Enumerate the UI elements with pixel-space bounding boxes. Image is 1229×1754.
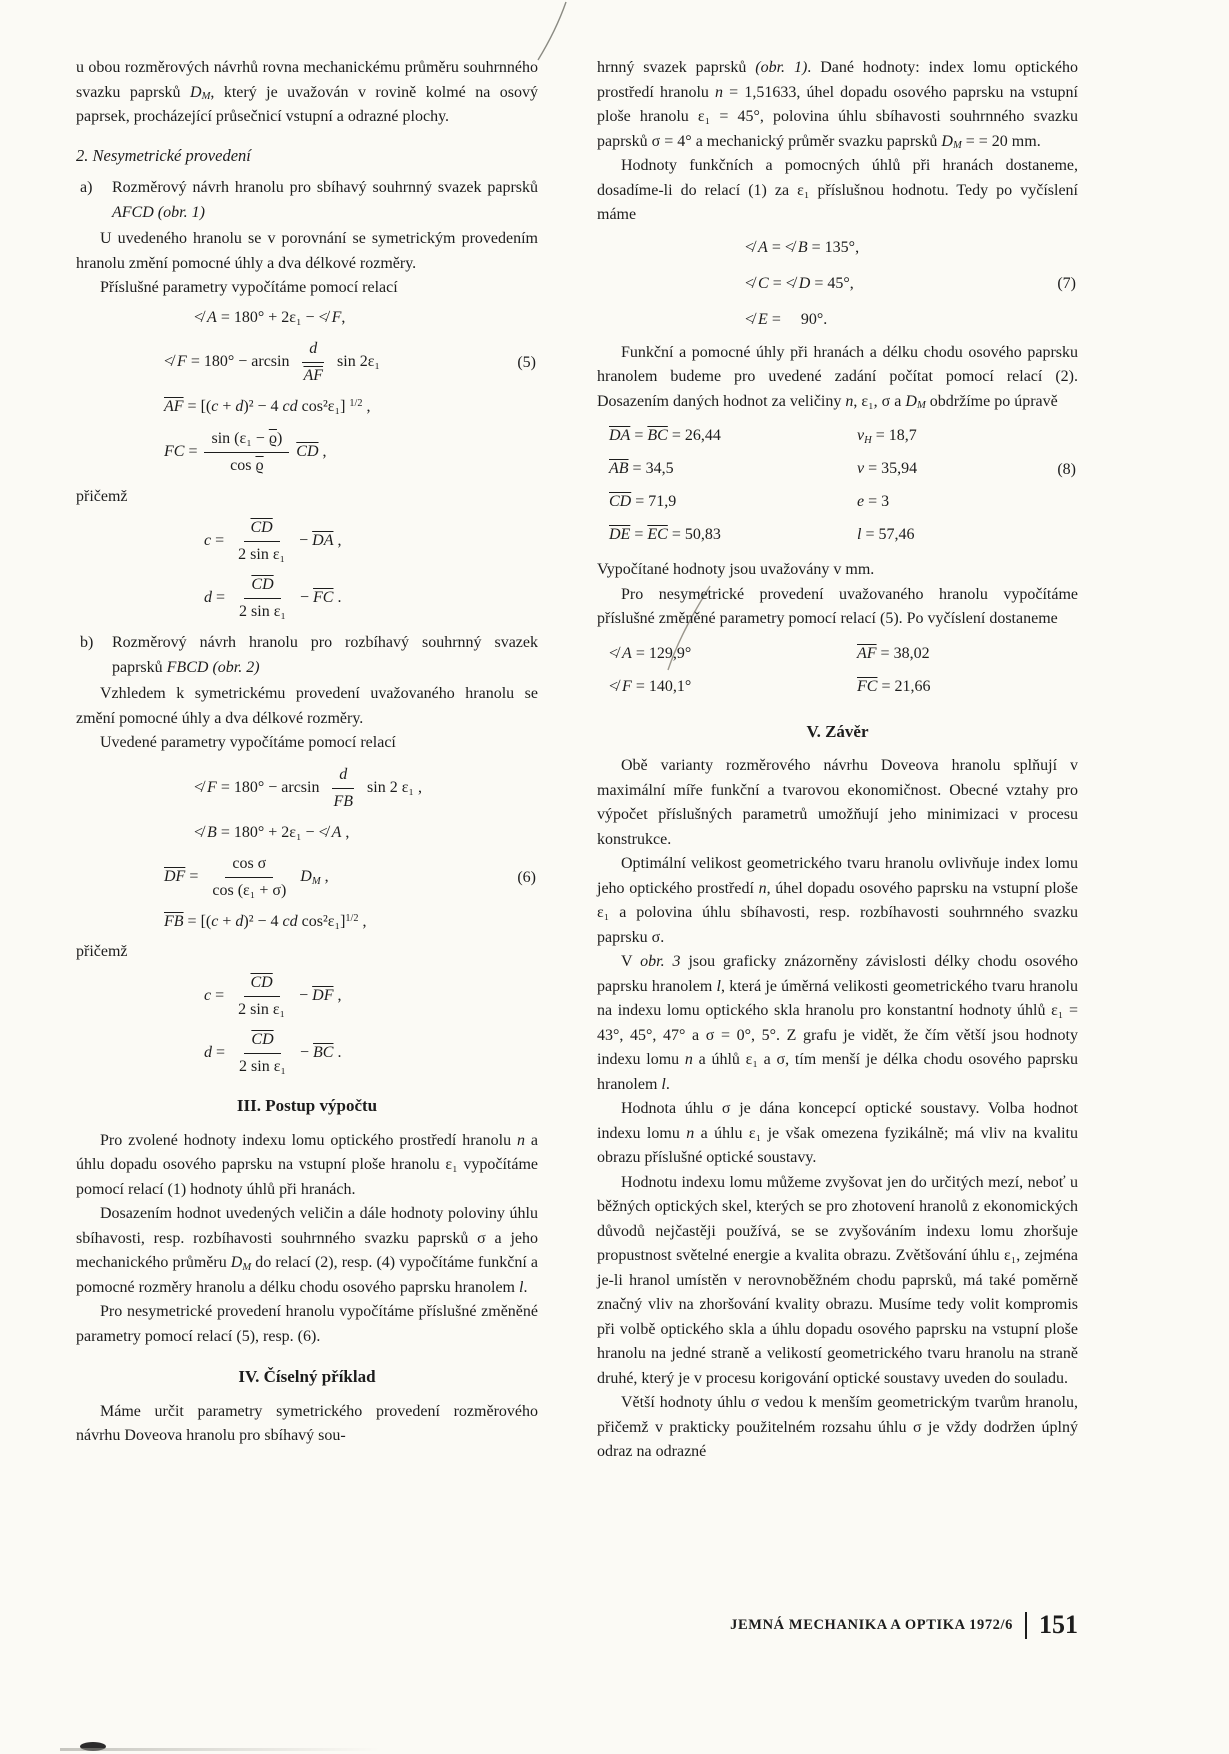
equation-text: ≮ A = ≮ B = 135°,: [745, 238, 860, 256]
equation-lhs: c =: [204, 987, 225, 1005]
paragraph: Vypočítané hodnoty jsou uvažovány v mm.: [597, 561, 875, 578]
equation-d1: [76, 574, 538, 623]
value-cell: e = 3: [857, 493, 890, 511]
fraction: [232, 1029, 293, 1078]
paragraph: Větší hodnoty úhlu σ vedou k menším geometrickým tvarům hranolu, přičemž v prakticky použitelném rozsahu úhlu σ je vždy dodržen úplný odraz na odrazné: [597, 1394, 1078, 1460]
paragraph: Pro nesymetrické provedení uvažovaného hranolu vypočítáme příslušné změněné parametry pomocí relací (5). Po vyčíslení dostaneme: [597, 585, 1078, 627]
fraction: [205, 853, 293, 902]
equation-lhs: ≮ F = 180° − arcsin: [164, 353, 290, 371]
equation-rhs: − $\overline{DA}$ ,: [299, 532, 342, 550]
equation-number-6: (6): [517, 868, 536, 886]
equation-angle-f: [76, 338, 538, 387]
fraction-numerator: $\overline{CD}$: [244, 574, 280, 599]
equation-rhs: − $\overline{DF}$ ,: [299, 987, 342, 1005]
equation-text: $\overline{FB} = [(c + d)^2 - 4$ cd cos²ε₁]$^{1/2}$ ,: [164, 912, 367, 930]
list-marker-a: a): [80, 179, 93, 196]
paragraph: V obr. 3 jsou graficky znázorněny závislosti délky chodu osového paprsku hranolem l, která je úměrná velikosti geometrického tvaru hranolu na indexu lomu optického skla hranolu pro konstantní hodnoty úhlů ε₁ = 43°, 45°, 47° a σ = 0°, 5°. Z grafu je vidět, že čím větší jsou hodnoty indexu lomu n a úhlů ε₁ a σ, tím menší je délka chodu osového paprsku hranolem l.: [597, 953, 1079, 1093]
equation-angle-a: [76, 306, 538, 331]
section-heading-priklad: IV. Číselný příklad: [238, 1367, 376, 1386]
equation-text: ≮ E = 90°.: [745, 310, 828, 328]
paragraph: Vzhledem k symetrickému provedení uvažovaného hranolu se změní pomocné úhly a dva délkové rozměry.: [76, 685, 538, 727]
connector-word: přičemž: [76, 487, 128, 505]
paragraph: U uvedeného hranolu se v porovnání se symetrickým provedením hranolu změní pomocné úhly a dva délkové rozměry.: [76, 230, 538, 272]
equation-rhs: sin 2ε₁: [337, 353, 380, 371]
subsection-heading-nesymetricke: 2. Nesymetrické provedení: [76, 145, 251, 165]
fraction-denominator: 2 sin ε₁: [239, 1058, 286, 1075]
fraction: [204, 428, 289, 477]
equation-text: $\overline{AF} = [(c + d)^2 - 4$ cd cos²ε₁] $^{1/2}$ ,: [164, 397, 371, 415]
equation-rhs: − $\overline{BC}$ .: [300, 1044, 342, 1062]
equation-number-7: (7): [1057, 274, 1076, 292]
left-column: [76, 56, 538, 1449]
value-cell: ≮ F = 140,1°: [609, 677, 692, 695]
values-row: [597, 519, 1078, 552]
equation-number-5: (5): [517, 353, 536, 371]
equation-angle-b: [76, 821, 538, 846]
values-row: [597, 420, 1078, 453]
page-footer: [597, 1612, 1078, 1639]
fraction-denominator: $\cos \overline{ϱ}$: [230, 456, 264, 474]
equation-text: ≮ B = 180° + 2ε₁ − ≮ A ,: [194, 823, 350, 841]
value-cell: $\overline{DE} = \overline{EC} = 50,83$: [609, 526, 721, 544]
equation-lhs: d =: [204, 1044, 226, 1062]
equation-lhs: FC =: [164, 442, 198, 460]
fraction-denominator: AF: [303, 367, 324, 384]
value-cell: v = 35,94: [857, 460, 918, 478]
equation-c2: [76, 972, 538, 1021]
fraction-denominator: 2 sin ε₁: [239, 603, 286, 620]
equation-number-8: (8): [1057, 460, 1076, 478]
paragraph: Funkční a pomocné úhly při hranách a délku chodu osového paprsku hranolem budeme pro uvedené zadání počítat pomocí relací (2). Dosazením daných hodnot za veličiny n, ε₁, σ a DM obdržíme po úpravě: [597, 343, 1078, 412]
value-cell: $\overline{FC} = 21,66$: [857, 677, 931, 695]
equation-rhs: sin 2 ε₁ ,: [367, 778, 422, 796]
paragraph: Optimální velikost geometrického tvaru hranolu ovlivňuje index lomu jeho optického prostředí n, úhel dopadu osového paprsku na vstupní ploše ε₁ a polovina úhlu sbíhavosti, resp. rozbíhavosti souhrnného svazku paprsku σ.: [597, 855, 1079, 946]
list-item-a: [76, 176, 538, 225]
fraction-numerator: $\overline{CD}$: [244, 972, 280, 997]
equation-rhs: $\overline{CD}$ ,: [296, 442, 327, 460]
value-cell: l = 57,46: [857, 526, 915, 544]
equation-rhs: − $\overline{FC}$ .: [300, 589, 342, 607]
equation-d2: [76, 1029, 538, 1078]
connector-word: přičemž: [76, 942, 128, 960]
section-heading-postup: III. Postup výpočtu: [236, 1096, 378, 1115]
paragraph: Příslušné parametry vypočítáme pomocí relací: [100, 279, 398, 296]
equation-fb: [76, 910, 538, 935]
paragraph: Máme určit parametry symetrického provedení rozměrového návrhu Doveova hranolu pro sbíhavý sou-: [76, 1402, 538, 1444]
fraction: [231, 972, 292, 1021]
values-row: [597, 453, 1078, 486]
equation-angles-ab: [597, 233, 1078, 264]
list-text-a: Rozměrový návrh hranolu pro sbíhavý souhrnný svazek paprsků AFCD (obr. 1): [112, 179, 538, 221]
paragraph: Pro zvolené hodnoty indexu lomu optického prostředí hranolu n a úhlu dopadu osového paprsku na vstupní ploše hranolu ε₁ vypočítáme pomocí relací (1) hodnoty úhlů při hranách.: [76, 1131, 538, 1198]
equation-af: [76, 395, 538, 420]
equation-fc: [76, 428, 538, 477]
equation-lhs: d =: [204, 589, 226, 607]
paragraph: Uvedené parametry vypočítáme pomocí relací: [100, 734, 396, 751]
fraction: [232, 574, 293, 623]
fraction-numerator: $\overline{CD}$: [244, 517, 280, 542]
fraction-numerator: d: [332, 764, 354, 789]
values-row: [597, 638, 1078, 671]
section-heading-zaver: V. Závěr: [806, 721, 869, 741]
fraction: [326, 764, 360, 813]
equation-c1: [76, 517, 538, 566]
right-column: [597, 56, 1078, 1465]
fraction-denominator: FB: [333, 792, 354, 810]
fraction: [231, 517, 292, 566]
values-table-8: [597, 420, 1078, 552]
paragraph: Hodnota úhlu σ je dána koncepcí optické soustavy. Volba hodnot indexu lomu n a úhlu ε₁ je však omezena fyzikálně; má vliv na kvalitu obrazu příslušné optické soustavy.: [597, 1100, 1079, 1166]
paragraph: Pro nesymetrické provedení hranolu vypočítáme příslušné změněné parametry pomocí relací (5), resp. (6).: [76, 1303, 538, 1345]
fraction: [296, 338, 330, 387]
value-cell: $\overline{DA} = \overline{BC} = 26,44$: [609, 427, 721, 445]
equation-text: ≮ A = 180° + 2ε₁ − ≮ F,: [194, 308, 346, 326]
equation-df: [76, 853, 538, 902]
value-cell: ≮ A = 129,9°: [609, 644, 692, 662]
value-cell: $\overline{AF} = 38,02$: [857, 644, 930, 662]
fraction-numerator: $\sin (\varepsilon_1 - \overline{ϱ})$: [204, 428, 289, 453]
equation-angle-f2: [76, 764, 538, 813]
paragraph-continuation: hrnný svazek paprsků (obr. 1). Dané hodnoty: index lomu optického prostředí hranolu n = 1,51633, úhel dopadu osového paprsku na vstupní ploše hranolu ε₁ = 45°, polovina úhlu sbíhavosti souhrnného svazku paprsků σ = 4° a mechanický průměr svazku paprsků DM = = 20 mm.: [597, 59, 1079, 152]
scan-artifact-edge: [60, 1748, 380, 1751]
list-marker-b: b): [80, 634, 94, 651]
footer-divider: [1025, 1612, 1027, 1639]
paragraph: Hodnotu indexu lomu můžeme zvyšovat jen do určitých mezí, neboť u běžných optických skel, kterých se pro zhotovení hranolů z ekonomických důvodů nejčastěji používá, se se zvyšováním indexu lomu zhoršuje propustnost světelné energie a kvalita obrazu. Zvětšování úhlu ε₁, zejména je-li hranol umístěn v nerovnoběžném chodu paprsků, má také poměrně značný vliv na zhoršování kvality obrazu. Musíme tedy volit kompromis při volbě optického skla a úhlu dopadu osového paprsku na vstupní ploše hranolu na jedné straně a velikostí geometrického tvaru hranolu na straně druhé, který je v procesu korigování optické soustavy uveden do souladu.: [597, 1173, 1078, 1387]
value-cell: $\overline{AB} = 34,5$: [609, 460, 674, 478]
scan-artifact-top-stroke: [528, 0, 578, 62]
fraction-denominator: cos (ε₁ + σ): [212, 882, 287, 899]
fraction-numerator: cos σ: [225, 853, 273, 878]
paragraph: Obě varianty rozměrového návrhu Doveova hranolu splňují v maximální míře funkční a tvarovou ekonomičnost. Obecné vztahy pro výpočet příslušných parametrů umožňují jeho minimizaci v procesu konstrukce.: [597, 757, 1078, 848]
paragraph-continuation: u obou rozměrových návrhů rovna mechanickému průměru souhrnného svazku paprsků DM, který je uvažován v rovině kolmé na osový paprsek, procházející průsečnicí vstupní a odrazné plochy.: [76, 59, 538, 125]
equation-text: ≮ C = ≮ D = 45°,: [745, 274, 854, 292]
list-item-b: [76, 631, 538, 680]
list-text-b: Rozměrový návrh hranolu pro rozbíhavý souhrnný svazek paprsků FBCD (obr. 2): [112, 634, 538, 676]
equation-angle-e: [597, 305, 1078, 336]
equation-rhs: DM ,: [300, 868, 329, 887]
values-row: [597, 671, 1078, 704]
fraction-numerator: $\overline{CD}$: [244, 1029, 280, 1054]
page-number: 151: [1039, 1610, 1078, 1640]
fraction-denominator: 2 sin ε₁: [238, 546, 286, 563]
fraction-denominator: 2 sin ε₁: [238, 1001, 286, 1018]
values-table-nesym: [597, 638, 1078, 704]
value-cell: $\overline{CD} = 71,9$: [609, 493, 677, 511]
fraction-numerator: d: [302, 338, 324, 363]
paragraph: Hodnoty funkčních a pomocných úhlů při hranách dostaneme, dosadíme-li do relací (1) za ε₁ příslušnou hodnotu. Tedy po vyčíslení máme: [597, 157, 1078, 223]
equation-lhs: c =: [204, 532, 225, 550]
equation-lhs: ≮ F = 180° − arcsin: [194, 778, 320, 796]
equation-lhs: $\overline{DF}$ =: [164, 868, 199, 886]
paragraph: Dosazením hodnot uvedených veličin a dále hodnoty poloviny úhlu sbíhavosti, resp. rozbíhavosti souhrnného svazku paprsků σ a jeho mechanického průměru DM do relací (2), resp. (4) vypočítáme funkční a pomocné rozměry hranolu a délku chodu osového paprsku hranolem l.: [76, 1205, 539, 1296]
value-cell: vH = 18,7: [857, 427, 917, 446]
journal-title: JEMNÁ MECHANIKA A OPTIKA 1972/6: [730, 1617, 1013, 1634]
equation-angles-cd: [597, 269, 1078, 300]
values-row: [597, 486, 1078, 519]
